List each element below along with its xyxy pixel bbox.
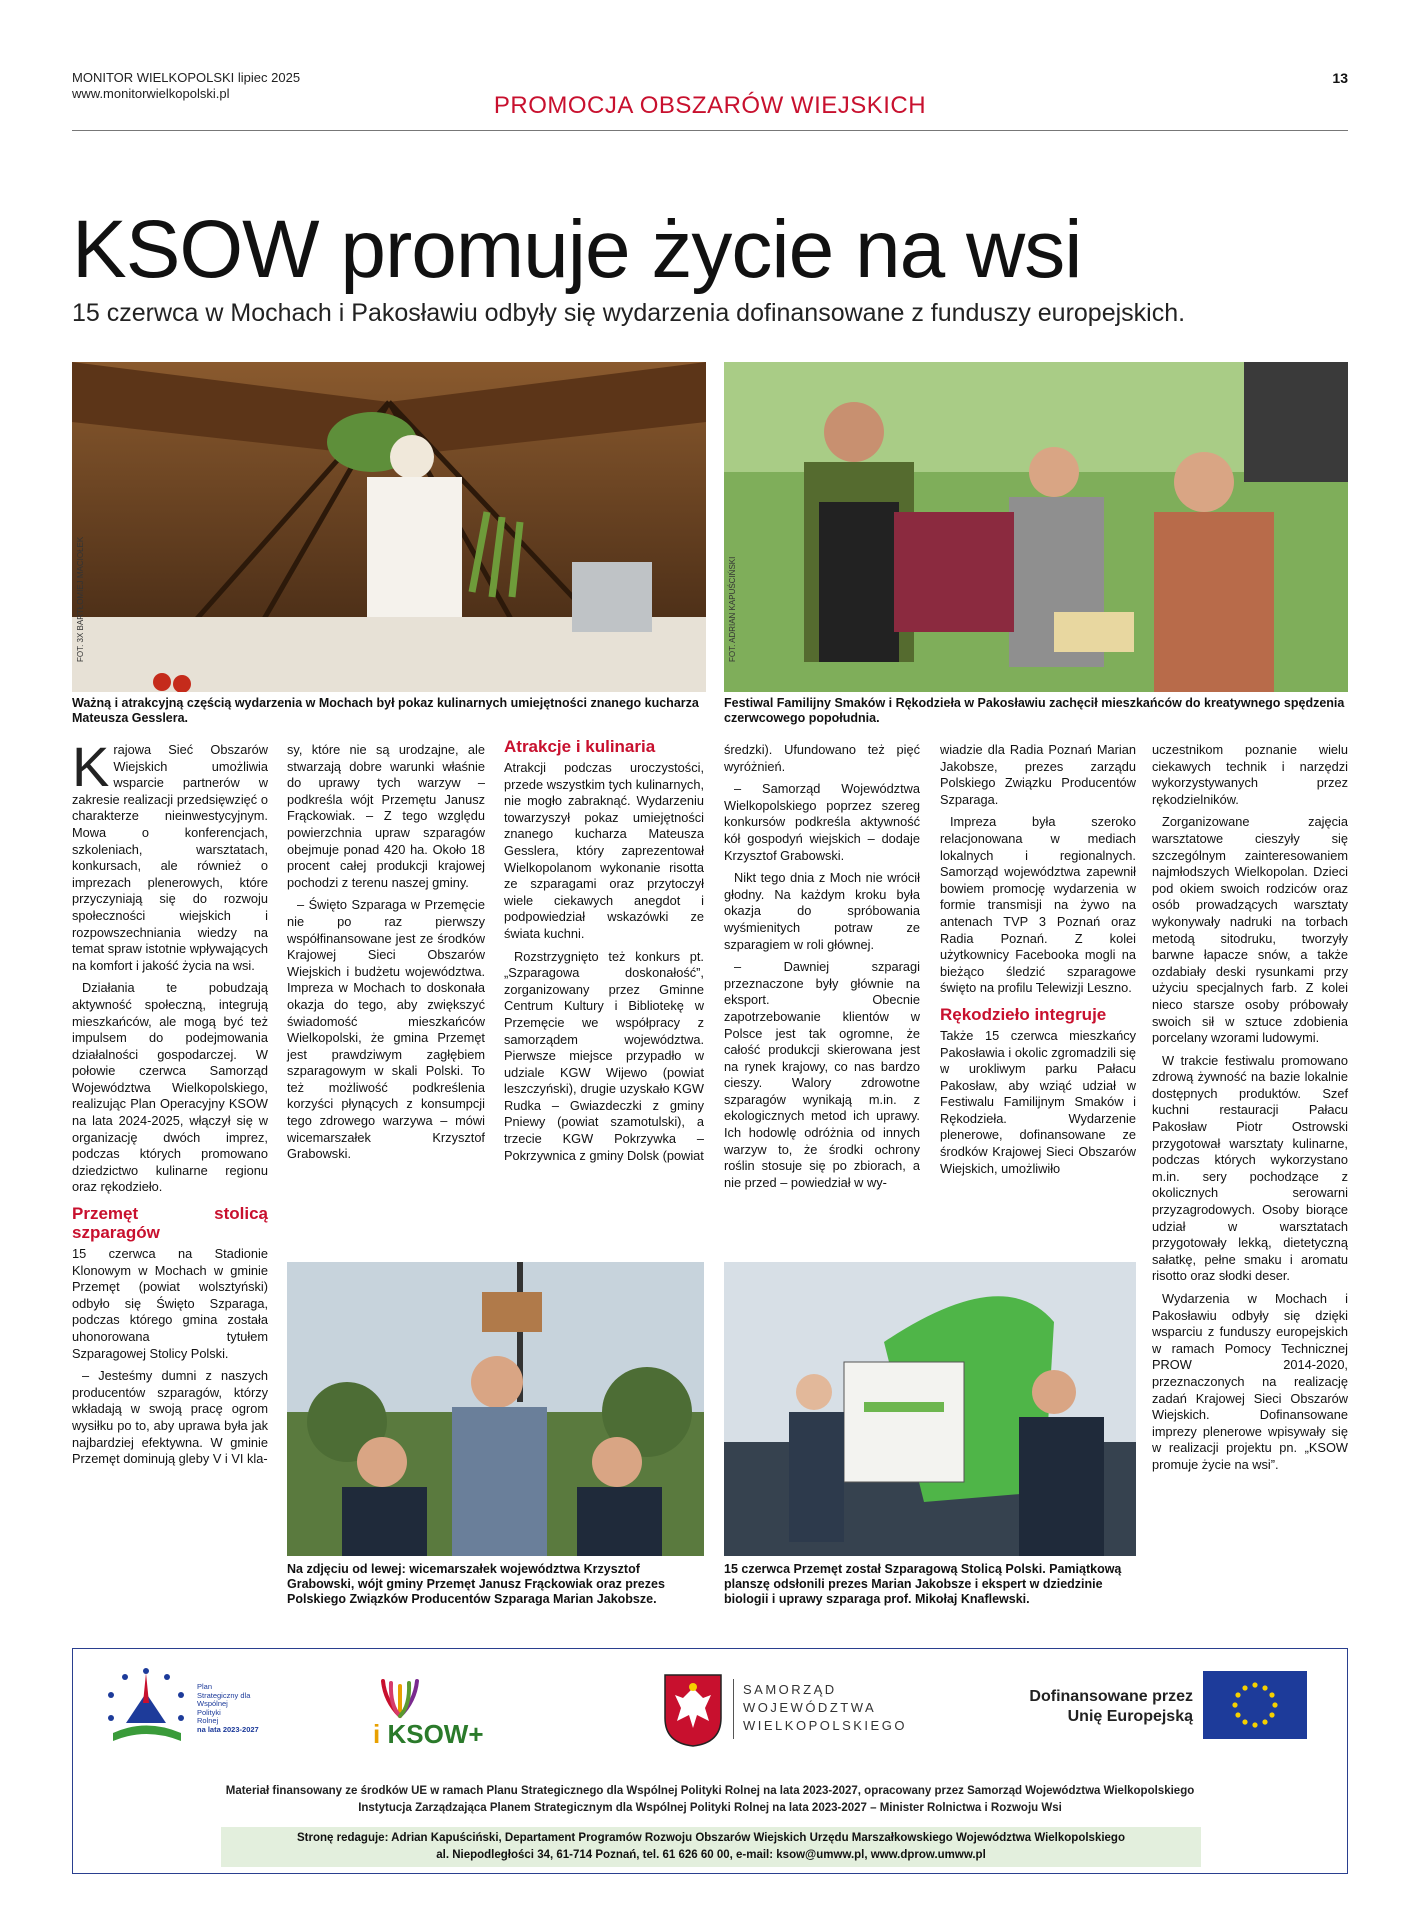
article-column-2 <box>287 742 485 1169</box>
samorzad-logo <box>663 1673 913 1753</box>
eu-flag-icon <box>1203 1671 1307 1739</box>
eu-funding-logo <box>1013 1671 1333 1751</box>
paragraph: uczestnikom poznanie wielu ciekawych technik i narzędzi wykorzystywanych przez rękodzielników. <box>1152 742 1348 807</box>
header-divider <box>72 130 1348 131</box>
footer-funding-box <box>72 1648 1348 1874</box>
ksow-logo <box>373 1671 523 1751</box>
subheading: Rękodzieło integruje <box>940 1004 1107 1024</box>
paragraph: sy, które nie są urodzajne, ale stwarzają dobre warunki właśnie do uprawy tych warzyw – podkreśla wójt Przemętu Janusz Frąckowiak. – Z tego względu powierzchnia upraw szparagów obejmuje ponad 420 ha. Około 18 procent całej produkcji krajowej pochodzi z terenu naszej gminy. <box>287 742 485 890</box>
subheading: Atrakcje i kulinaria <box>504 737 656 756</box>
photo-chef-cooking <box>72 362 706 692</box>
logo-divider <box>733 1679 734 1739</box>
drop-cap: K <box>72 735 110 798</box>
paragraph: – Samorząd Województwa Wielkopolskiego poprzez szereg konkursów podkreśla aktywność kół gospodyń wiejskich – dodaje Krzysztof Grabowski. <box>724 781 920 863</box>
article-column-5 <box>940 742 1136 1183</box>
paragraph: – Święto Szparaga w Przemęcie nie po raz pierwszy współfinansowane jest ze środków Krajowej Sieci Obszarów Wiejskich i budżetu województwa. Impreza w Mochach to doskonała okazja do tego, aby zwiększyć świadomość mieszkańców Wielkopolski, że gmina Przemęt jest prawdziwym zagłębiem szparagowym w skali Polski. To też możliwość podkreślenia korzyści płynących z konsumpcji tego zdrowego warzywa – mówi wicemarszałek Krzysztof Grabowski. <box>287 897 485 1162</box>
paragraph: Zorganizowane zajęcia warsztatowe cieszyły się szczególnym zainteresowaniem najmłodszych Wielkopolan. Dzieci pod okiem swoich rodziców oraz osób prowadzących warsztaty wykonywały nadruki na torbach metodą sitodruku, tworzyły barwne łapacze snów, a także ozdabiały deski rysunkami przy użyciu specjalnych farb. Z kolei nieco starsze osoby próbowały swoich sił w sztuce zdobienia porcelany wzorami ludowymi. <box>1152 814 1348 1046</box>
paragraph: Impreza była szeroko relacjonowana w mediach lokalnych i regionalnych. Samorząd województwa zapewnił bowiem promocję wydarzenia w formie transmisji na żywo na antenach TVP 3 Poznań oraz Radia Poznań. Z kolei użytkownicy Facebooka mogli na bieżąco śledzić szparagowe święto na profilu Telewizji Leszno. <box>940 814 1136 996</box>
samorzad-logo-text: SAMORZĄD WOJEWÓDZTWA WIELKOPOLSKIEGO <box>743 1682 907 1733</box>
photo-plaque-unveiling <box>724 1262 1136 1556</box>
ksow-logo-text: i KSOW+ <box>373 1719 484 1749</box>
photo-credit: FOT. ADRIAN KAPUŚCIŃSKI <box>728 556 737 662</box>
photo-caption: Festiwal Familijny Smaków i Rękodzieła w Pakosławiu zachęcił mieszkańców do kreatywnego spędzenia czerwcowego popołudnia. <box>724 696 1345 725</box>
contact-line[interactable]: al. Niepodległości 34, 61-714 Poznań, tel. 61 626 60 00, e-mail: ksow@umww.pl, www.dprow.umww.pl <box>436 1849 986 1861</box>
funding-statement: Materiał finansowany ze środków UE w ramach Planu Strategicznego dla Wspólnej Polityki Rolnej na lata 2023-2027, opracowany przez Samorząd Województwa Wielkopolskiego <box>225 1785 1195 1797</box>
photo-caption: Ważną i atrakcyjną częścią wydarzenia w Mochach był pokaz kulinarnych umiejętności znanego kucharza Mateusza Gesslera. <box>72 696 699 725</box>
paragraph: rajowa Sieć Obszarów Wiejskich umożliwia wsparcie partnerów w zakresie realizacji przedsięwzięć o charakterze nieinwestycyjnym. Mowa o konferencjach, szkoleniach, warsztatach, konkursach, ale również o imprezach plenerowych, które przyczyniają się do rozwoju społeczności wiejskich i rozpowszechniania wiedzy na temat spraw istotnie wpływających na komfort i jakość życia na wsi. <box>72 742 268 973</box>
article-column-1 <box>72 735 268 1474</box>
paragraph: – Jesteśmy dumni z naszych producentów szparagów, którzy wkładają w swoją pracę ogrom wysiłku po to, aby uprawa była jak najbardziej efektywna. W gminie Przemęt dominują gleby V i VI kla- <box>72 1368 268 1467</box>
section-title: PROMOCJA OBSZARÓW WIEJSKICH <box>493 92 927 119</box>
managing-authority-statement: Instytucja Zarządzająca Planem Strategicznym dla Wspólnej Polityki Rolnej na lata 2023-2027 – Minister Rolnictwa i Rozwoju Wsi <box>358 1802 1062 1814</box>
paragraph: średzki). Ufundowano też pięć wyróżnień. <box>724 742 920 774</box>
paragraph: Działania te pobudzają aktywność społeczną, integrują mieszkańców, ale mogą być też impulsem do podejmowania działalności gospodarczej. W połowie czerwca Samorząd Województwa Wielkopolskiego, realizując Plan Operacyjny KSOW na lata 2024-2025, włączył się w organizację dwóch imprez, podczas których promowano dziedzictwo kulinarne regionu oraz rękodzieło. <box>72 980 268 1195</box>
photo-caption: Na zdjęciu od lewej: wicemarszałek województwa Krzysztof Grabowski, wójt gminy Przemęt Janusz Frąckowiak oraz prezes Polskiego Związków Producentów Szparaga Marian Jakobsze. <box>287 1562 665 1606</box>
editor-line: Stronę redaguje: Adrian Kapuściński, Departament Programów Rozwoju Obszarów Wiejskich Urzędu Marszałkowskiego Województwa Wielkopolskiego <box>297 1832 1125 1844</box>
photo-caption: 15 czerwca Przemęt został Szparagową Stolicą Polski. Pamiątkową planszę odsłonili prezes Marian Jakobsze i ekspert w dziedzinie biologii i uprawy szparaga prof. Mikołaj Knaflewski. <box>724 1562 1122 1606</box>
ksow-flower-icon <box>375 1671 425 1721</box>
paragraph: Atrakcji podczas uroczystości, przede wszystkim tych kulinarnych, nie mogło zabraknąć. Wydarzeniu towarzyszył pokaz umiejętności znanego kucharza Mateusza Gesslera, który zaprezentował Wielkopolanom wykonanie risotta ze szparagami oraz przytoczył wiele ciekawych anegdot i podpowiedział wskazówki ze świata kuchni. <box>504 760 704 941</box>
partner-logos <box>73 1649 1347 1774</box>
article-lead: 15 czerwca w Mochach i Pakosławiu odbyły się wydarzenia dofinansowane z funduszy europejskich. <box>72 299 1186 327</box>
paragraph: 15 czerwca na Stadionie Klonowym w Mochach w gminie Przemęt (powiat wolsztyński) odbyło się Święto Szparaga, podczas którego gmina została uhonorowana tytułem Szparagowej Stolicy Polski. <box>72 1246 268 1361</box>
paragraph: Rozstrzygnięto też konkurs pt. „Szparagowa doskonałość”, zorganizowany przez Gminne Centrum Kultury i Bibliotekę w Przemęcie we współpracy z samorządem województwa. Pierwsze miejsce przypadło w udziale KGW Wijewo (powiat leszczyński), drugie uzyskało KGW Rudka – Gwiazdeczki z gminy Pniewy (powiat szamotulski), a trzecie KGW Pokrzywka – Pokrzywnica z gminy Dolsk (powiat <box>504 948 704 1163</box>
article-column-6 <box>1152 742 1348 1480</box>
ps-wpr-logo-text: Plan Strategiczny dla Wspólnej Polityki Rolnej na lata 2023-2027 <box>197 1682 259 1734</box>
coat-of-arms-icon <box>663 1673 723 1748</box>
publication-name: MONITOR WIELKOPOLSKI lipiec 2025 <box>72 70 301 85</box>
eu-funding-text: Dofinansowane przez Unię Europejską <box>1029 1688 1193 1725</box>
ps-wpr-logo <box>101 1663 301 1753</box>
paragraph: Wydarzenia w Mochach i Pakosławiu odbyły się dzięki wsparciu z funduszy europejskich w ramach Pomocy Technicznej PROW 2014-2020, przeznaczonych na realizację zadań Krajowej Sieci Obszarów Wiejskich. Dofinansowane imprezy plenerowe wpisywały się w realizacji projektu pn. „KSOW promuje życie na wsi”. <box>1152 1291 1348 1472</box>
paragraph: Nikt tego dnia z Moch nie wrócił głodny. Na każdym kroku była okazja do spróbowania wyśmienitych potraw ze szparagiem w roli głównej. <box>724 870 920 952</box>
publication-website[interactable]: www.monitorwielkopolski.pl <box>72 86 230 101</box>
paragraph: – Dawniej szparagi przeznaczone były głównie na eksport. Obecnie zapotrzebowanie klientów w Polsce jest tak ogromne, że całość produkcji skierowana jest na rynek krajowy, co nas bardzo cieszy. Walory zdrowotne szparagów wynikają m.in. z ekologicznych metod ich uprawy. Ich hodowlę odróżnia od innych warzyw to, że środki ochrony roślin stosuje się po zbiorach, a nie przed – powiedział w wy- <box>724 959 920 1190</box>
editor-info-box <box>221 1827 1201 1867</box>
photo-credit: FOT. 3X BARTŁOMIEJ MACIOŁEK <box>76 536 85 662</box>
paragraph: wiadzie dla Radia Poznań Marian Jakobsze, prezes zarządu Polskiego Związku Producentów Szparaga. <box>940 742 1136 807</box>
article-column-4 <box>724 742 920 1197</box>
page-number: 13 <box>1332 70 1348 86</box>
article-column-3 <box>504 737 704 1170</box>
photo-craft-workshop <box>724 362 1348 692</box>
article-title: KSOW promuje życie na wsi <box>72 204 1082 295</box>
paragraph: W trakcie festiwalu promowano zdrową żywność na bazie lokalnie dostępnych produktów. Szef kuchni restauracji Pałacu Pakosław Piotr Ostrowski przygotował warsztaty kulinarne, podczas których wykorzystano m.in. sery pochodzące z okolicznych serowarni przyzagrodowych. Osoby biorące udział w warsztatach przygotowały lekką, dietetyczną sałatkę, pełne smaku i aromatu risotto oraz słodki deser. <box>1152 1052 1348 1284</box>
photo-trophy-ceremony <box>287 1262 704 1556</box>
star-circle-icon <box>101 1663 191 1753</box>
subheading: Przemęt stolicą szparagów <box>72 1204 268 1243</box>
paragraph: Także 15 czerwca mieszkańcy Pakosławia i okolic zgromadzili się w urokliwym parku Pałacu Pakosław, aby wziąć udział w Festiwalu Familijnym Smaków i Rękodzieła. Wydarzenie plenerowe, dofinansowane ze środków Krajowej Sieci Obszarów Wiejskich, umożliwiło <box>940 1027 1136 1176</box>
